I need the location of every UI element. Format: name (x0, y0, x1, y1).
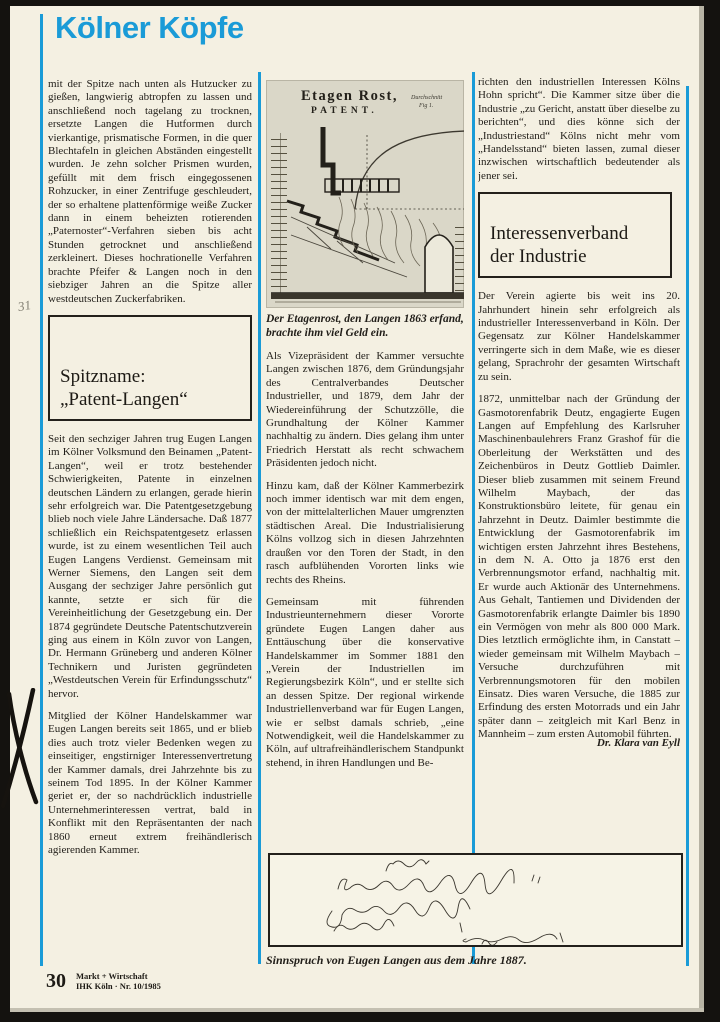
page-footer (46, 970, 161, 992)
body-paragraph: mit der Spitze nach unten als Hutzucker zu gießen, langwierig abtropfen zu lassen und anschließend noch tagelang zu trocknen, ersetzte Langen die Hutformen durch vierkantige, prismatische Formen, in die quer Blechtafeln in gleichen Abständen eingestellt wurden. Je zehn solcher Prismen wurden, gefüllt mit dem frisch eingegossenen Rohzucker, in einer Zentrifuge geschleudert, der so erhaltene plattenförmige weiße Zucker dann in einem beheizten rotierenden „Paternoster“-Verfahren sieben bis acht Stunden getrocknet und anschließend zerkleinert. Dieses hochrationelle Verfahren brachte Pfeifer & Langen noch in den siebziger Jahren an die Spitze aller westdeutschen Zuckerfabriken. (48, 78, 252, 305)
handwritten-motto (270, 855, 681, 945)
column-divider-1 (258, 72, 261, 964)
scan-border-right (704, 0, 720, 1022)
author-byline: Dr. Klara van Eyll (596, 737, 680, 750)
section-heading-line: Spitzname: (60, 365, 146, 387)
handwriting-specimen-box (268, 853, 683, 947)
section-heading-line: Interessenverband (490, 223, 629, 245)
column-1 (48, 78, 252, 970)
body-paragraph: Mitglied der Kölner Handelskammer war Eugen Langen bereits seit 1865, und er blieb dies auch trotz vieler Bedenken wegen zu einseitiger, engstirniger Interessenvertretung der Kammer damals, drei Jahrzehnte bis zu seinem Tod 1895. In der Kölner Kammer geriet er, der so nachdrücklich industrielle Unternehmerinteressen vertrat, bald in Konflikt mit den Repräsentanten der nach 1860 erneut extrem freihändlerisch agierenden Kammer. (48, 710, 252, 857)
magazine-title: Markt + Wirtschaft (76, 971, 148, 981)
figure-annotation: Fig 1. (419, 103, 434, 109)
magazine-issue: IHK Köln · Nr. 10/1985 (76, 980, 161, 991)
body-paragraph: Als Vizepräsident der Kammer versuchte Langen zwischen 1876, dem Gründungsjahr des Centralverbandes Deutscher Industrieller, und 1879, dem Jahr der Wiedereinführung der Schutzzölle, die Grundhaltung der Kölner Kammer nachhaltig zu ändern. Dies gelang ihm unter Friedrich Herstatt als recht schwachem Präsidenten jedoch nicht. (266, 350, 464, 470)
body-paragraph: 1872, unmittelbar nach der Gründung der Gasmotorenfabrik Deutz, engagierte Eugen Langen auf Empfehlung des Karlsruher Maschinenbaulehrers Franz Grashof für die Oberleitung der Werkstätten und des Zeichenbüros in Deutz Gottlieb Daimler. Dieser blieb zusammen mit seinem Freund Wilhelm Maybach, der das Konstruktionsbüro leitete, für genau ein Jahrzehnt in Deutz. Daimler bestimmte die Entwicklung der Gasmotorenfabrik im wichtigen ersten Jahrzehnt ihres Bestehens, in dem N. A. Otto ja 1876 erst den Verbrennungsmotor erfand, nachhaltig mit. Er wurde auch Aktionär des Unternehmens. Aus Gehalt, Tantiemen und Dividenden der Gasmotorenfabrik erlangte Daimler bis 1890 ein Vermögen von mehr als 800 000 Mark. Dies letztlich ermöglichte ihm, in Canstatt – wieder gemeinsam mit Wilhelm Maybach – Versuche durchzuführen mit Verbrennungsmotoren für den mobilen Einsatz. Dies waren Versuche, die 1885 zur Erfindung des ersten Motorrads und ein Jahr später dann – zeitgleich mit Karl Benz in Mannheim – zum ersten Automobil führten. (478, 393, 680, 741)
page-number: 30 (46, 970, 66, 992)
scan-border-top (0, 0, 720, 6)
accent-rule-right (686, 86, 689, 966)
section-heading-box-spitzname (48, 315, 252, 421)
body-paragraph: Gemeinsam mit führenden Industrieunternehmern dieser Vororte gründete Eugen Langen daher aus Enttäuschung über die konservative Handelskammer im Sommer 1881 den „Verein der Industriellen im Regierungsbezirk Köln“, und er stellte sich an dessen Spitze. Der regional wirkende Industriellenverband war für Eugen Langen, wie er selbst damals schrieb, „eine Notwendigkeit, weil die Handelskammer zu Köln, auf ultrafreihändlerischem Standpunkt stehend, in ihren Handlungen und Be- (266, 595, 464, 769)
section-heading-box-interessenverband (478, 192, 672, 278)
handwriting-caption: Sinnspruch von Eugen Langen aus dem Jahre 1887. (266, 953, 527, 967)
column-divider-2 (472, 72, 475, 964)
patent-drawing-figure (266, 80, 464, 308)
magazine-imprint (76, 972, 161, 991)
figure-caption: Der Etagenrost, den Langen 1863 erfand, brachte ihm viel Geld ein. (266, 313, 464, 339)
scanned-page (10, 6, 704, 1012)
scan-border-bottom (0, 1012, 720, 1022)
scan-border-left (0, 0, 10, 1022)
body-paragraph: Hinzu kam, daß der Kölner Kammerbezirk noch immer identisch war mit dem engen, von der mittelalterlichen Mauer umgrenzten städtischen Areal. Die Industrialisierung Kölns vollzog sich in diesen Jahrzehnten draußen vor den Toren der Stadt, in den rasch aufblühenden Vororten links wie rechts des Rheins. (266, 479, 464, 586)
pen-x-mark (0, 688, 42, 810)
body-paragraph: richten den industriellen Interessen Kölns Hohn spricht“. Die Kammer sitze über die Industrie „zu Gericht, anstatt über dieselbe zu berichten“, und dies könne sich der „Industriestand“ Kölns nicht mehr vom „Handelsstand“ bieten lassen, zumal dieser inzwischen wirtschaftlich bedeutender als jener sei. (478, 76, 680, 182)
column-3 (478, 76, 680, 864)
furnace-cross-section-drawing (267, 81, 464, 309)
figure-heading: Etagen Rost, (301, 88, 398, 104)
body-paragraph: Der Verein agierte bis weit ins 20. Jahrhundert hinein sehr erfolgreich als industrieller Interessenverband in Köln. Der Gegensatz zur Kölner Handelskammer verringerte sich in dem Maße, wie es dieser gelang, Sprachrohr der gesamten Wirtschaft zu sein. (478, 290, 680, 383)
section-heading-line: der Industrie (490, 246, 587, 268)
column-2 (266, 80, 464, 856)
figure-ground-hatch (271, 293, 464, 299)
page-title: Kölner Köpfe (55, 10, 244, 45)
figure-subheading: PATENT. (311, 106, 378, 116)
section-heading-line: „Patent-Langen“ (60, 388, 188, 410)
accent-rule-left (40, 14, 43, 966)
figure-annotation: Durchschnitt (411, 95, 443, 101)
pencil-margin-note: 31 (16, 296, 33, 315)
body-paragraph: Seit den sechziger Jahren trug Eugen Langen im Kölner Volksmund den Beinamen „Patent-Langen“, weil er trotz bestehender Schwierigkeiten, Patente in einzelnen deutschen Ländern zu erlangen, gerade hierin sehr erfolgreich war. Die Patentgesetzgebung blieb noch viele Jahre Ländersache. Daß 1877 schließlich ein Reichspatentgesetz erlassen wurde, ist zu einem wesentlichen Teil auch Eugen Langens Verdienst. Gemeinsam mit Werner Siemens, den Langen seit dem Ausgang der sechziger Jahre persönlich gut kannte, setzte er sich für die Vereinheitlichung der Gesetzgebung ein. Der 1874 gegründete Deutsche Patentschutzverein ging aus einem in Köln zuvor von Langen, Dr. Hermann Grüneberg und anderen Kölner Technikern und Juristen gegründeten „Westdeutschen Verein für Erfindungsschutz“ hervor. (48, 432, 252, 700)
